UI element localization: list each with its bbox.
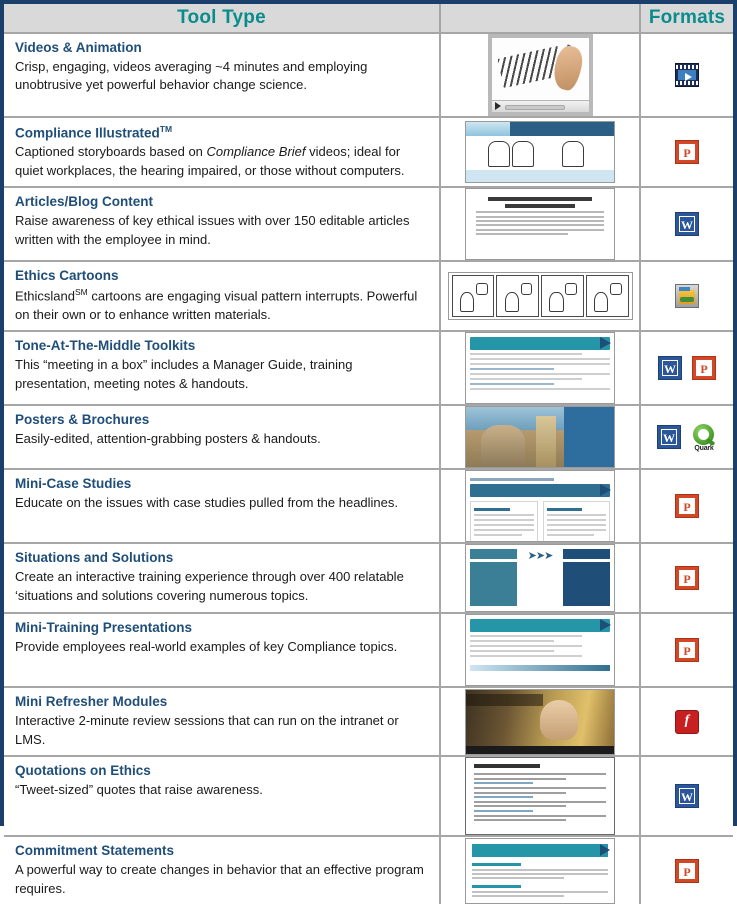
formats-cell	[640, 33, 733, 117]
tool-title: Mini-Case Studies	[15, 476, 132, 492]
table-row	[4, 261, 733, 331]
poster-text-panel	[564, 407, 614, 467]
cartoon-figures	[466, 136, 614, 170]
tool-title: Situations and Solutions	[15, 550, 174, 566]
tool-title: Videos & Animation	[15, 40, 142, 55]
formats-cell	[640, 756, 733, 836]
tool-type-cell	[4, 756, 440, 836]
tool-description: Create an interactive training experience through over 400 relatable ‘situations and solutions covering numerous topics.	[15, 569, 404, 603]
formats-cell	[640, 469, 733, 543]
tool-description: Raise awareness of key ethical issues with over 150 editable articles written with the employee in mind.	[15, 213, 410, 247]
italic-phrase: Compliance Brief	[206, 144, 306, 160]
powerpoint-icon: P	[675, 566, 699, 590]
commitment-form-thumbnail	[465, 838, 615, 904]
tool-type-cell	[4, 469, 440, 543]
formats-cell	[640, 836, 733, 904]
know-the-code-module-thumbnail	[465, 689, 615, 755]
table-row	[4, 613, 733, 687]
thumbnail-cell	[440, 261, 640, 331]
powerpoint-icon: P	[675, 638, 699, 662]
tool-type-cell	[4, 187, 440, 261]
thumbnail-header	[466, 122, 614, 136]
situation-column	[470, 549, 517, 607]
thumbnail-cell	[440, 469, 640, 543]
arrow-column	[521, 549, 559, 607]
formats-cell	[640, 613, 733, 687]
formats-cell	[640, 117, 733, 187]
tool-title: Commitment Statements	[15, 843, 175, 859]
table-row	[4, 331, 733, 405]
tool-type-cell	[4, 405, 440, 469]
case-study-facts	[470, 501, 538, 542]
thumbnail-cell	[440, 405, 640, 469]
thumbnail-cell	[440, 613, 640, 687]
table-body	[4, 33, 733, 904]
column-header-formats: Formats	[640, 4, 733, 33]
title-bar	[510, 122, 614, 136]
formats-cell	[640, 687, 733, 756]
caption-band	[466, 170, 614, 182]
tool-description: Interactive 2-minute review sessions that can run on the intranet or LMS.	[15, 713, 399, 747]
tool-type-cell	[4, 543, 440, 613]
thumbnail-cell	[440, 543, 640, 613]
trademark-mark: TM	[159, 124, 173, 134]
slide-header	[470, 484, 610, 497]
clock-tower	[536, 416, 557, 468]
tool-type-cell	[4, 33, 440, 117]
cartoon-panel	[541, 275, 584, 317]
module-control-bar	[466, 746, 614, 754]
header-row	[4, 4, 733, 33]
flash-glyph: f	[684, 712, 690, 728]
module-title-band	[466, 694, 543, 706]
slide-header	[470, 337, 610, 350]
tool-description: “Tweet-sized” quotes that raise awareness.	[15, 782, 263, 798]
column-header-tool-type: Tool Type	[4, 4, 440, 33]
tool-title-text: Compliance Illustrated	[15, 125, 160, 141]
powerpoint-icon: P	[675, 859, 699, 883]
word-icon: W	[657, 425, 681, 449]
table-row	[4, 836, 733, 904]
case-study-damages	[543, 501, 611, 542]
formats-cell	[640, 261, 733, 331]
tool-description: This “meeting in a box” includes a Manager Guide, training presentation, meeting notes & handouts.	[15, 357, 353, 391]
word-icon: W	[675, 212, 699, 236]
tool-title: Quotations on Ethics	[15, 763, 151, 779]
doc-title-line	[505, 204, 574, 208]
word-icon: W	[675, 784, 699, 808]
tool-type-cell	[4, 836, 440, 904]
word-icon: W	[658, 356, 682, 380]
tool-description: A powerful way to create changes in behavior that an effective program requires.	[15, 862, 424, 896]
quotations-on-ethics-thumbnail	[465, 757, 615, 835]
formats-cell	[640, 187, 733, 261]
formats-cell	[640, 405, 733, 469]
table-row	[4, 469, 733, 543]
quark-icon	[691, 424, 717, 453]
image-file-icon	[675, 284, 699, 308]
person-photo	[540, 700, 578, 740]
cartoon-panel	[452, 275, 495, 317]
thumbnail-cell	[440, 836, 640, 904]
tool-type-cell	[4, 687, 440, 756]
form-header	[472, 844, 608, 857]
code-of-conduct-refresher-thumbnail	[465, 614, 615, 686]
form-section-heading	[472, 885, 521, 888]
ethics-cartoon-strip-thumbnail	[448, 272, 633, 320]
chevron-right-icon: ➤➤➤	[527, 550, 553, 563]
flash-icon	[675, 710, 699, 734]
tool-type-cell	[4, 261, 440, 331]
tool-description: Crisp, engaging, videos averaging ~4 minutes and employing unobtrusive yet powerful behavior change science.	[15, 58, 368, 93]
video-player-thumbnail	[488, 34, 593, 116]
thumbnail-cell	[440, 33, 640, 117]
table-row	[4, 187, 733, 261]
tool-description: Educate on the issues with case studies pulled from the headlines.	[15, 495, 399, 511]
poster-global-corruption-thumbnail	[465, 406, 615, 468]
table-row	[4, 405, 733, 469]
ranbaxy-case-study-thumbnail	[465, 470, 615, 542]
powerpoint-icon: P	[675, 494, 699, 518]
video-film-icon	[675, 63, 699, 87]
tool-title	[15, 124, 429, 142]
thumbnail-cell	[440, 187, 640, 261]
compliance-illustrated-storyboard-thumbnail	[465, 121, 615, 183]
thumbnail-cell	[440, 756, 640, 836]
cartoon-panel	[586, 275, 629, 317]
tool-description: Provide employees real-world examples of key Compliance topics.	[15, 639, 398, 655]
table-row	[4, 756, 733, 836]
thumbnail-cell	[440, 687, 640, 756]
table-row	[4, 33, 733, 117]
service-mark: SM	[74, 287, 88, 298]
safeguarding-pii-article-thumbnail	[465, 188, 615, 260]
tool-description: Easily-edited, attention-grabbing posters & handouts.	[15, 431, 321, 447]
tool-title: Mini-Training Presentations	[15, 620, 193, 636]
cartoon-panel	[496, 275, 539, 317]
formats-cell	[640, 331, 733, 405]
play-icon	[495, 102, 501, 110]
tool-title: Articles/Blog Content	[15, 194, 154, 210]
person-figure	[481, 425, 525, 467]
tool-description: Ethicsland℠ cartoons are engaging visual pattern interrupts. Powerful on their own or to enhance written materials.	[15, 287, 418, 322]
tool-title: Tone-At-The-Middle Toolkits	[15, 338, 196, 354]
tool-type-cell	[4, 331, 440, 405]
powerpoint-icon: P	[675, 140, 699, 164]
form-section-heading	[472, 863, 521, 866]
logo-block	[466, 122, 510, 136]
tool-type-cell	[4, 117, 440, 187]
tool-title: Mini Refresher Modules	[15, 694, 168, 710]
tone-at-the-middle-toolkit-thumbnail	[465, 332, 615, 404]
solution-column	[563, 549, 610, 607]
tool-description: Captioned storyboards based on Compliance Brief videos; ideal for quiet workplaces, the hearing impaired, or those without computers.	[15, 144, 405, 178]
thumbnail-cell	[440, 331, 640, 405]
quote-doc-title	[474, 764, 540, 768]
formats-cell	[640, 543, 733, 613]
tool-type-cell	[4, 613, 440, 687]
tool-type-table	[4, 4, 733, 904]
thumbnail-cell	[440, 117, 640, 187]
tool-title: Posters & Brochures	[15, 412, 150, 428]
column-header-thumbnail	[440, 4, 640, 33]
table-row	[4, 543, 733, 613]
video-progress-bar	[492, 100, 589, 112]
table-row	[4, 687, 733, 756]
slide-header	[470, 619, 610, 632]
tool-title: Ethics Cartoons	[15, 268, 119, 284]
table-row	[4, 117, 733, 187]
situation-solution-slide-thumbnail	[465, 544, 615, 612]
doc-title-line	[488, 197, 593, 201]
powerpoint-icon: P	[692, 356, 716, 380]
table-header	[4, 4, 733, 33]
quark-label: Quark	[694, 445, 714, 453]
